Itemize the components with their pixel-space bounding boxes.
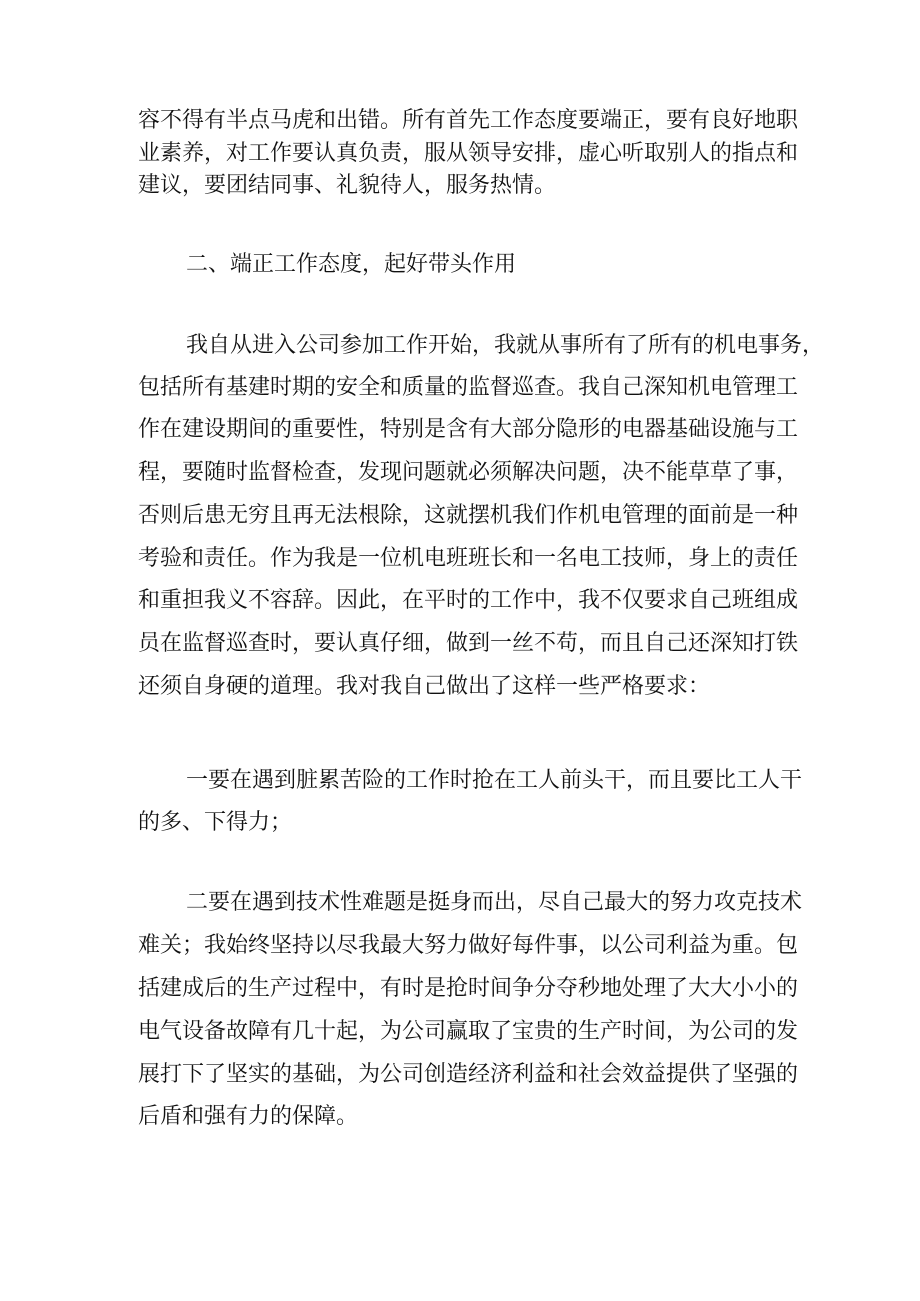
paragraph-4-line-5: 展打下了坚实的基础，为公司创造经济利益和社会效益提供了坚强的 xyxy=(138,1062,799,1087)
paragraph-2-line-6: 考验和责任。作为我是一位机电班班长和一名电工技师，身上的责任 xyxy=(138,546,799,571)
paragraph-4-line-6: 后盾和强有力的保障。 xyxy=(138,1104,359,1129)
paragraph-2-line-8: 员在监督巡查时，要认真仔细，做到一丝不苟，而且自己还深知打铁 xyxy=(138,631,799,656)
paragraph-4-line-4: 电气设备故障有几十起，为公司赢取了宝贵的生产时间，为公司的发 xyxy=(138,1019,799,1044)
paragraph-3-line-2: 的多、下得力； xyxy=(138,810,293,835)
paragraph-2-line-5: 否则后患无穷且再无法根除，这就摆机我们作机电管理的面前是一种 xyxy=(138,503,799,528)
paragraph-1-line-2: 业素养，对工作要认真负责，服从领导安排，虚心听取别人的指点和 xyxy=(138,141,799,166)
paragraph-2-line-3: 作在建设期间的重要性，特别是含有大部分隐形的电器基础设施与工 xyxy=(138,417,799,442)
paragraph-2-line-4: 程，要随时监督检查，发现问题就必须解决问题，决不能草草了事， xyxy=(138,460,799,485)
paragraph-1-line-3: 建议，要团结同事、礼貌待人，服务热情。 xyxy=(138,173,557,198)
paragraph-2-line-9: 还须自身硬的道理。我对我自己做出了这样一些严格要求： xyxy=(138,674,711,699)
paragraph-2-line-1: 我自从进入公司参加工作开始，我就从事所有了所有的机电事务， xyxy=(186,333,825,358)
paragraph-2-line-7: 和重担我义不容辞。因此，在平时的工作中，我不仅要求自己班组成 xyxy=(138,588,799,613)
paragraph-2-line-2: 包括所有基建时期的安全和质量的监督巡查。我自己深知机电管理工 xyxy=(138,375,799,400)
paragraph-1-line-1: 容不得有半点马虎和出错。所有首先工作态度要端正，要有良好地职 xyxy=(138,108,799,133)
section-heading: 二、端正工作态度，起好带头作用 xyxy=(186,252,517,277)
paragraph-4-line-2: 难关；我始终坚持以尽我最大努力做好每件事，以公司利益为重。包 xyxy=(138,933,799,958)
paragraph-3-line-1: 一要在遇到脏累苦险的工作时抢在工人前头干，而且要比工人干 xyxy=(186,768,803,793)
paragraph-4-line-1: 二要在遇到技术性难题是挺身而出，尽自己最大的努力攻克技术 xyxy=(186,890,803,915)
paragraph-4-line-3: 括建成后的生产过程中，有时是抢时间争分夺秒地处理了大大小小的 xyxy=(138,976,799,1001)
